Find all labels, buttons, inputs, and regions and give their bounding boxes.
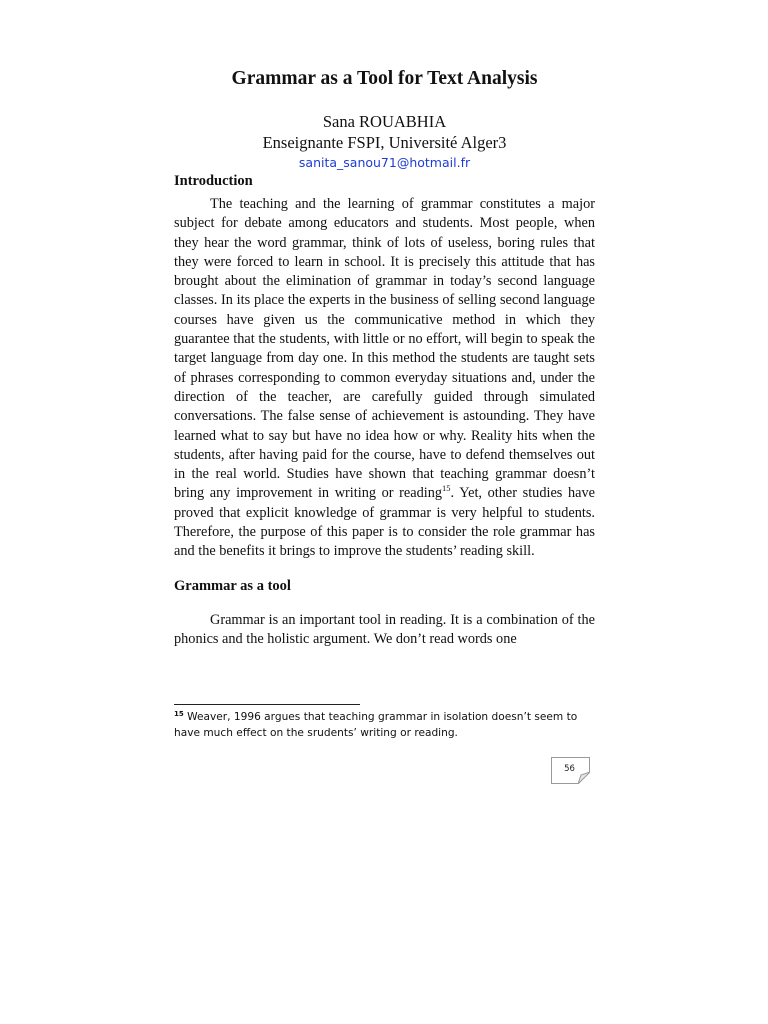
introduction-text-part1: The teaching and the learning of grammar constitutes a major subject for debate among educators and students. Most people, when they hear the word grammar, think of lots of useless, boring rules that they were forced to learn in school. It is precisely this attitude that has brought about the elimination of grammar in today’s second language classes. In its place the experts in the business of selling second language courses have given us the communicative method in which they guarantee that the students, with little or no effort, will begin to speak the target language from day one. In this method the students are taught sets of phrases corresponding to common everyday situations and, under the direction of the teacher, are carefully guided through simulated conversations. The false sense of achievement is astounding. They have learned what to say but have no idea how or why. Reality hits when the students, after having paid for the course, have to defend themselves out in the real world. Studies have shown that teaching grammar doesn’t bring any improvement in writing or reading: [174, 196, 595, 502]
grammar-tool-paragraph: Grammar is an important tool in reading. It is a combination of the phonics and the holistic argument. We don’t read words one: [174, 611, 595, 647]
introduction-heading: Introduction: [174, 173, 253, 189]
introduction-text-part2: . Yet, other studies have proved that explicit knowledge of grammar is very helpful to students. Therefore, the purpose of this paper is to consider the role grammar has and the benefits it brings to improve the students’ reading skill.: [174, 485, 595, 560]
introduction-paragraph: [174, 195, 595, 562]
page-number-box: [551, 757, 590, 784]
footnote-number: 15: [174, 710, 184, 718]
grammar-tool-heading: Grammar as a tool: [174, 577, 291, 594]
page-curl-icon: [578, 772, 590, 784]
document-page: [174, 66, 595, 649]
footnote: [174, 709, 595, 741]
author-email: sanita_sanou71@hotmail.fr: [298, 155, 471, 170]
author-affiliation: Enseignante FSPI, Université Alger3: [262, 133, 507, 152]
author-name: Sana ROUABHIA: [322, 112, 447, 131]
footnote-reference[interactable]: 15: [442, 483, 451, 494]
footnote-text: Weaver, 1996 argues that teaching grammar in isolation doesn’t seem to have much effect on the srudents’ writing or reading.: [174, 711, 578, 739]
document-title: Grammar as a Tool for Text Analysis: [231, 68, 538, 89]
page-number: 56: [564, 764, 575, 774]
footnote-divider: [174, 704, 360, 705]
